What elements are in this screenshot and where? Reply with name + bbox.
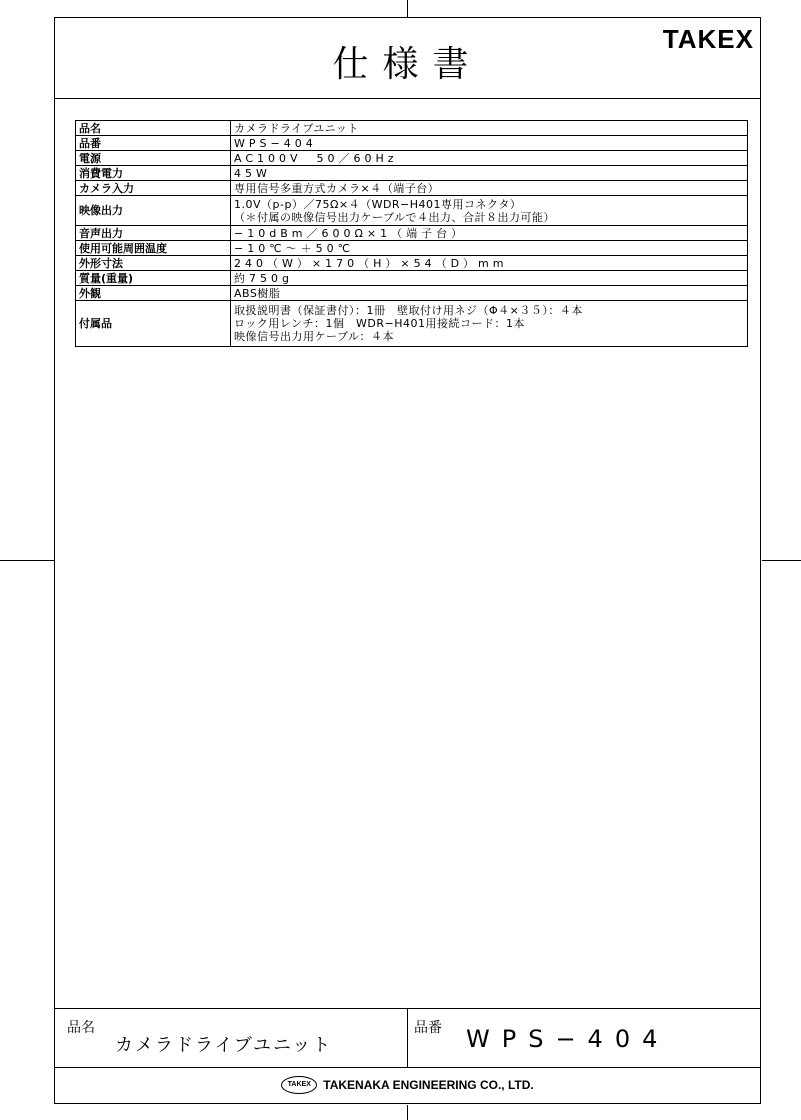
row-value-line: 1.0V（p-p）／75Ω×４（WDR−H401専用コネクタ） <box>234 197 522 211</box>
table-row <box>76 121 748 136</box>
row-value: −10℃〜＋50℃ <box>231 241 748 256</box>
product-number-cell <box>408 1009 760 1067</box>
product-number-value: WPS−404 <box>466 1025 670 1053</box>
spec-sheet-frame <box>54 17 761 1104</box>
table-row <box>76 226 748 241</box>
row-label: 消費電力 <box>76 166 231 181</box>
row-label: 外形寸法 <box>76 256 231 271</box>
table-row <box>76 166 748 181</box>
row-value: 約750g <box>231 271 748 286</box>
row-value: AC100V 50／60Hz <box>231 151 748 166</box>
brand-logo-text: TAKEX <box>662 24 754 54</box>
trim-mark-bottom <box>407 1105 408 1120</box>
table-row <box>76 301 748 347</box>
product-number-caption: 品番 <box>414 1020 442 1036</box>
table-row <box>76 136 748 151</box>
row-value <box>231 301 748 347</box>
company-bar <box>55 1067 760 1103</box>
row-label: カメラ入力 <box>76 181 231 196</box>
title-block <box>55 1008 760 1068</box>
row-value: 240（W）×170（H）×54（D）mm <box>231 256 748 271</box>
header <box>55 18 760 99</box>
table-row <box>76 256 748 271</box>
row-value: WPS−404 <box>231 136 748 151</box>
row-value-line: ロック用レンチ：1個 WDR−H401用接続コード：1本 <box>234 317 525 330</box>
table-row <box>76 271 748 286</box>
row-label: 電源 <box>76 151 231 166</box>
row-label: 付属品 <box>76 301 231 347</box>
row-label: 映像出力 <box>76 196 231 226</box>
trim-mark-right <box>762 560 801 561</box>
product-name-caption: 品名 <box>67 1020 95 1036</box>
row-value: カメラドライブユニット <box>231 121 748 136</box>
company-logo-icon: TAKEX <box>281 1076 317 1094</box>
row-label: 使用可能周囲温度 <box>76 241 231 256</box>
row-label: 音声出力 <box>76 226 231 241</box>
table-row <box>76 286 748 301</box>
row-value <box>231 196 748 226</box>
row-label: 品名 <box>76 121 231 136</box>
row-value-line: 映像信号出力用ケーブル：４本 <box>234 330 395 343</box>
trim-mark-top <box>407 0 408 17</box>
table-row <box>76 241 748 256</box>
row-value-line: 取扱説明書（保証書付）：1冊 壁取付け用ネジ（Φ４×３５）：４本 <box>234 304 583 317</box>
table-row <box>76 151 748 166</box>
spec-table <box>75 120 748 347</box>
table-row <box>76 181 748 196</box>
row-label: 品番 <box>76 136 231 151</box>
table-row <box>76 196 748 226</box>
trim-mark-left <box>0 560 54 561</box>
row-value: ABS樹脂 <box>231 286 748 301</box>
page-title: 仕様書 <box>332 44 483 85</box>
row-value: 専用信号多重方式カメラ×４（端子台） <box>231 181 748 196</box>
product-name-value: カメラドライブユニット <box>115 1035 333 1056</box>
product-name-cell <box>55 1009 408 1067</box>
row-label: 外観 <box>76 286 231 301</box>
row-value-line: （＊付属の映像信号出力ケーブルで４出力、合計８出力可能） <box>234 210 556 224</box>
row-value: −10dBm／600Ω×1（端子台） <box>231 226 748 241</box>
row-label: 質量(重量) <box>76 271 231 286</box>
company-name: TAKENAKA ENGINEERING CO., LTD. <box>323 1078 534 1092</box>
row-value: 45W <box>231 166 748 181</box>
